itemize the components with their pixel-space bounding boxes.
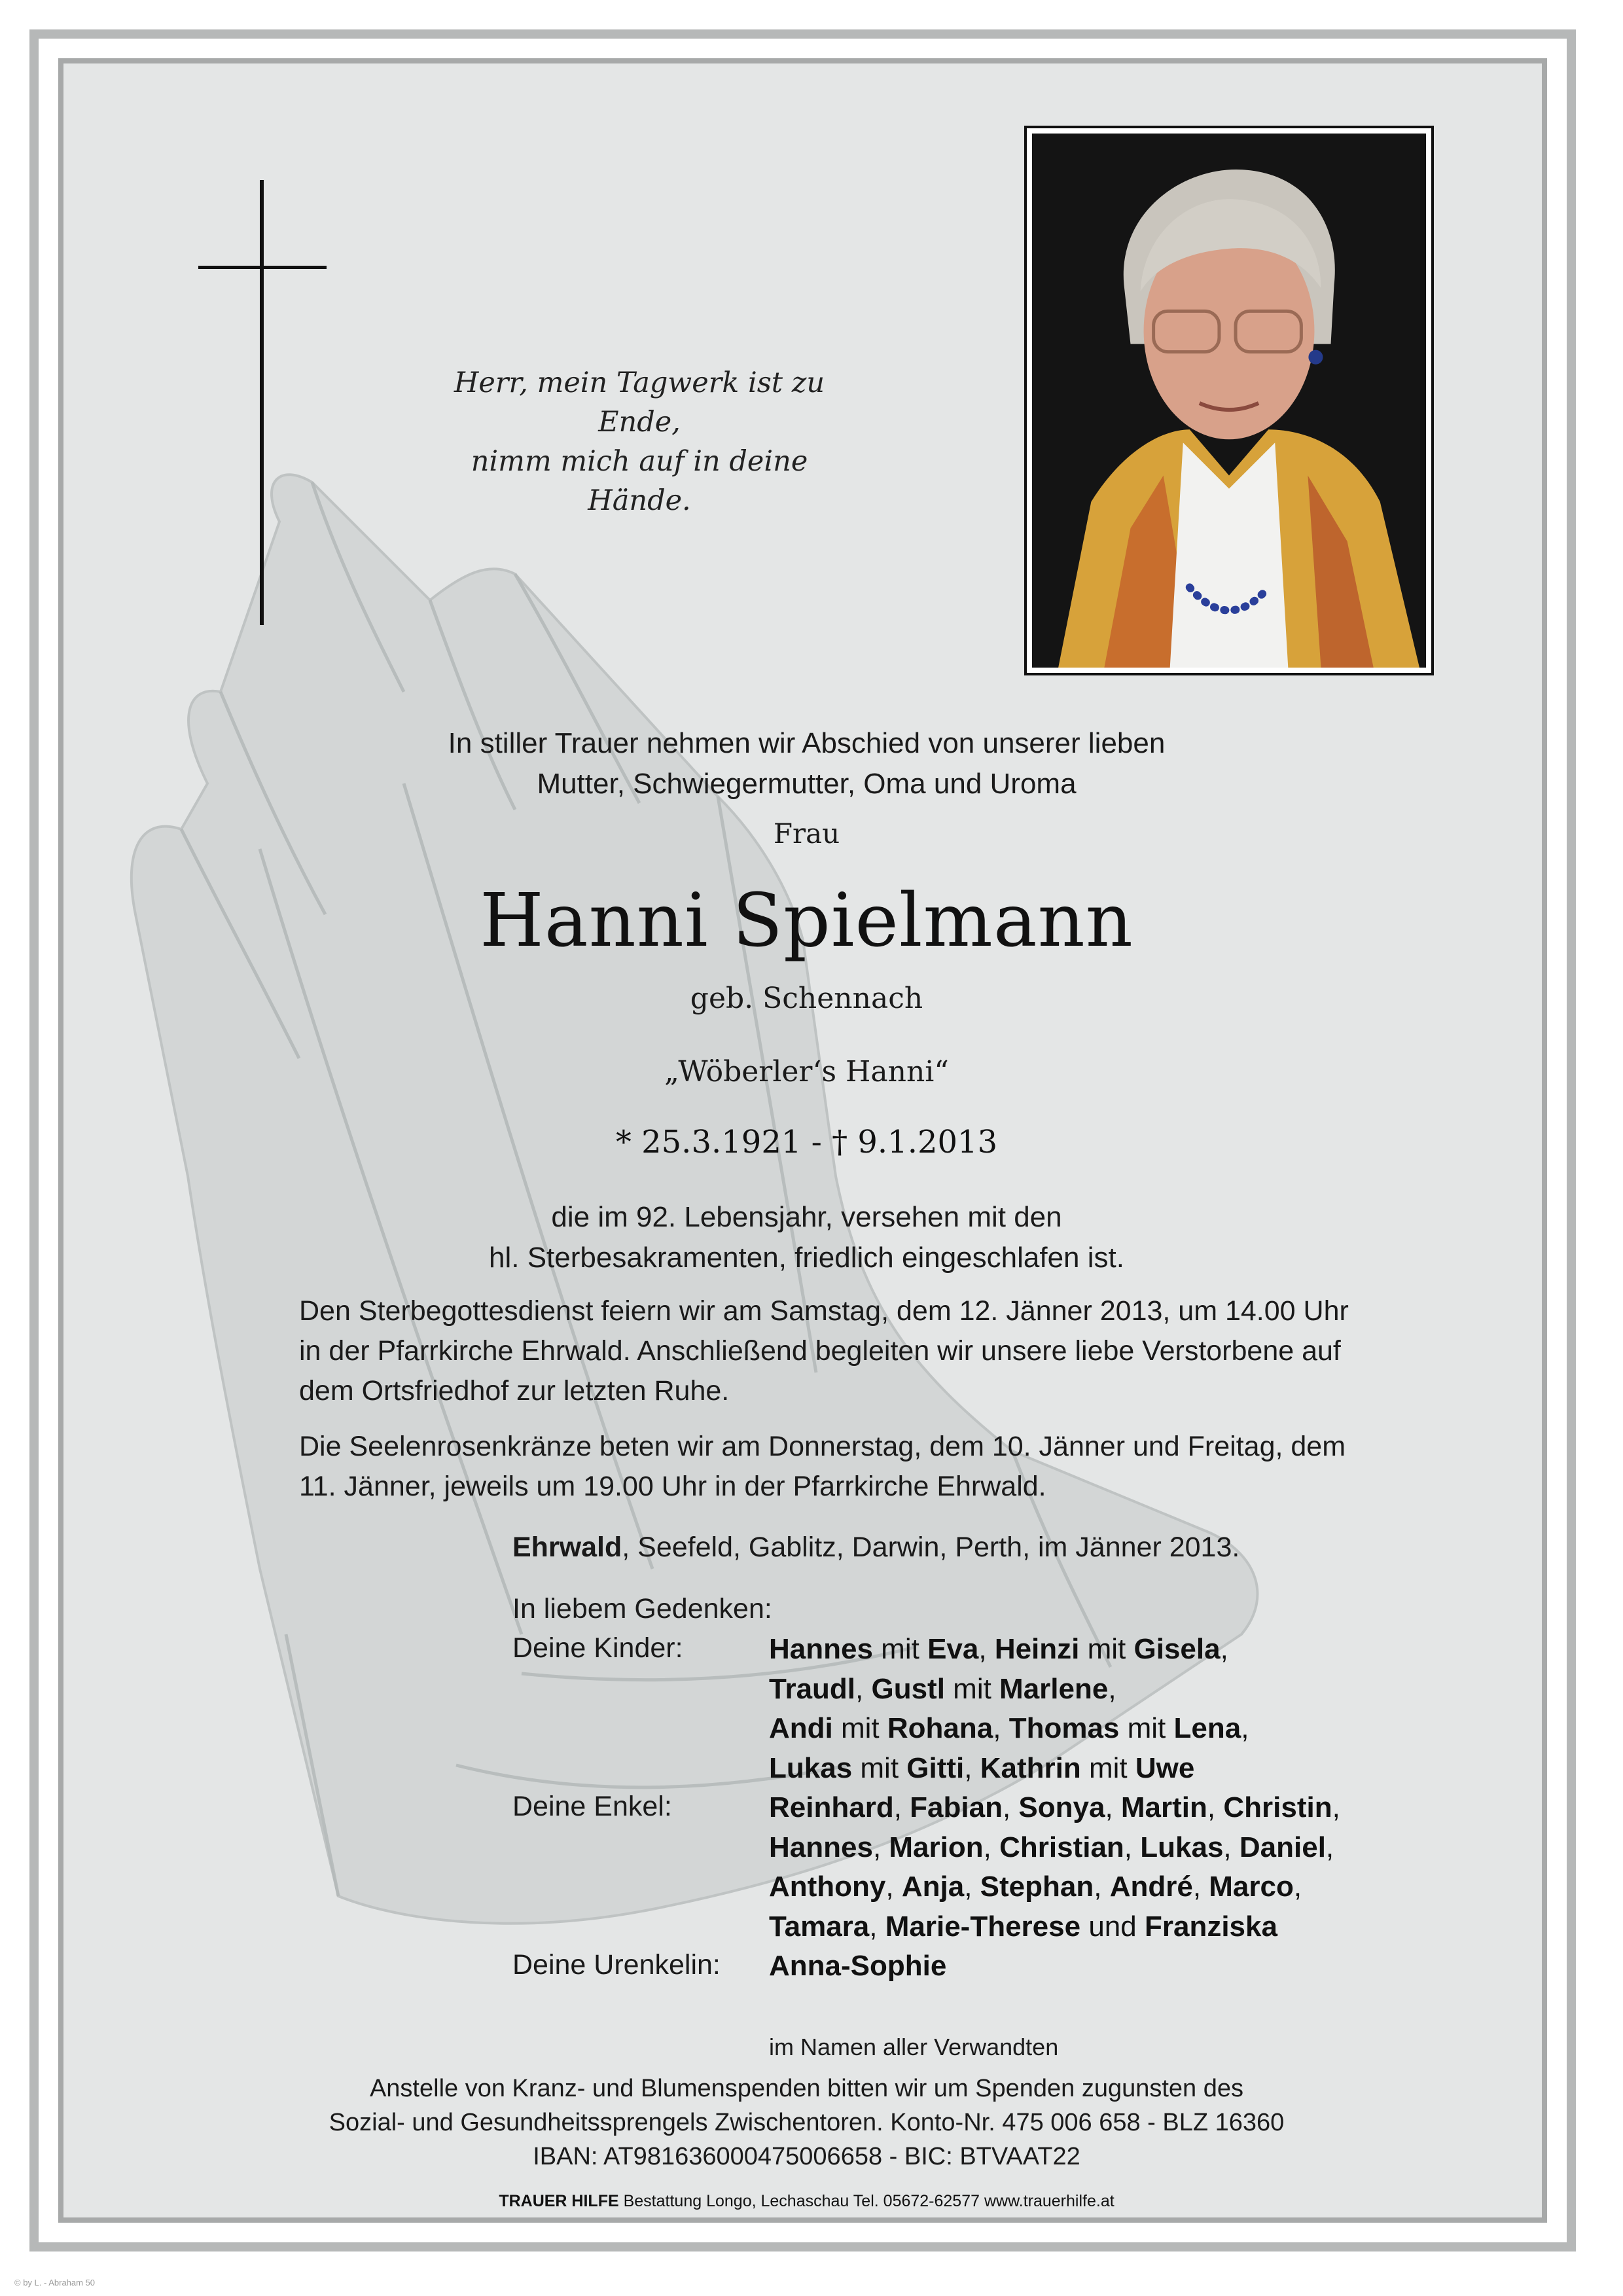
copyright-note: © by L. - Abraham 50	[14, 2278, 96, 2287]
person-name: Anna-Sophie	[769, 1950, 947, 1982]
place-bold: Ehrwald	[512, 1532, 622, 1563]
person-name: Lukas	[769, 1751, 853, 1784]
connector-text: ,	[1325, 1831, 1334, 1863]
age-line: die im 92. Lebensjahr, versehen mit den	[551, 1201, 1062, 1233]
place-and-date	[512, 1532, 1240, 1564]
connector-text: ,	[993, 1712, 1009, 1744]
connector-text: ,	[983, 1831, 1000, 1863]
place-rest: , Seefeld, Gablitz, Darwin, Perth, im Jänner 2013.	[622, 1532, 1240, 1563]
person-name: Anthony	[769, 1871, 886, 1903]
connector-text: mit	[832, 1712, 887, 1744]
connector-text: ,	[855, 1672, 872, 1705]
person-name: Lukas	[1140, 1831, 1224, 1863]
person-name: Anja	[901, 1871, 965, 1903]
person-name: Stephan	[980, 1871, 1094, 1903]
deceased-name: Hanni Spielmann	[480, 878, 1133, 963]
person-name: Kathrin	[980, 1751, 1081, 1784]
name-line	[769, 1749, 1463, 1789]
connector-text: ,	[893, 1791, 910, 1823]
person-name: Daniel	[1239, 1831, 1326, 1863]
person-name: Lena	[1173, 1712, 1241, 1744]
cross-icon-bar	[198, 266, 327, 269]
undertaker-line	[63, 2192, 1547, 2211]
in-memory-heading: In liebem Gedenken:	[512, 1593, 772, 1624]
funeral-line: Den Sterbegottesdienst feiern wir am Samstag, dem 12. Jänner 2013, um 14.00 Uhr	[299, 1295, 1349, 1327]
funeral-line: dem Ortsfriedhof zur letzten Ruhe.	[299, 1375, 730, 1407]
connector-text: ,	[1108, 1672, 1116, 1705]
grandchildren-list	[769, 1788, 1463, 1946]
name-line	[769, 1670, 1463, 1710]
name-line	[769, 1630, 1463, 1670]
connector-text: ,	[1220, 1633, 1228, 1665]
person-name: Uwe	[1135, 1751, 1195, 1784]
person-name: Andi	[769, 1712, 833, 1744]
person-name: Heinzi	[994, 1633, 1080, 1665]
person-name: Traudl	[769, 1672, 856, 1705]
person-name: Fabian	[910, 1791, 1003, 1823]
person-name: Marco	[1209, 1871, 1294, 1903]
person-name: Sonya	[1018, 1791, 1105, 1823]
relatives-note: im Namen aller Verwandten	[769, 2034, 1059, 2060]
age-line: hl. Sterbesakramenten, friedlich eingeschlafen ist.	[489, 1242, 1124, 1274]
connector-text: mit	[872, 1633, 928, 1665]
connector-text: mit	[1079, 1633, 1134, 1665]
connector-text: ,	[1332, 1791, 1340, 1823]
funeral-line: in der Pfarrkirche Ehrwald. Anschließend begleiten wir unsere liebe Verstorbene auf	[299, 1335, 1341, 1367]
person-name: Hannes	[769, 1831, 873, 1863]
connector-text: ,	[885, 1871, 902, 1903]
name-line	[769, 1709, 1463, 1749]
person-name: Reinhard	[769, 1791, 894, 1823]
children-label: Deine Kinder:	[512, 1632, 683, 1664]
rosary-paragraph	[299, 1427, 1497, 1507]
great-grandchildren-list	[769, 1946, 1463, 1986]
salutation: Frau	[773, 817, 840, 850]
person-name: Tamara	[769, 1910, 870, 1943]
connector-text: ,	[964, 1871, 980, 1903]
verse-line: nimm mich auf in deine Hände.	[471, 445, 808, 517]
connector-text: ,	[978, 1633, 995, 1665]
portrait-frame	[1024, 126, 1434, 675]
person-name: Marie-Therese	[885, 1910, 1081, 1943]
name-line	[769, 1907, 1463, 1947]
connector-text: ,	[1094, 1871, 1110, 1903]
rosary-line: 11. Jänner, jeweils um 19.00 Uhr in der Pfarrkirche Ehrwald.	[299, 1471, 1046, 1502]
connector-text: ,	[1293, 1871, 1302, 1903]
rosary-line: Die Seelenrosenkränze beten wir am Donnerstag, dem 10. Jänner und Freitag, dem	[299, 1431, 1346, 1462]
donation-line: Sozial- und Gesundheitssprengels Zwischentoren. Konto-Nr. 475 006 658 - BLZ 16360	[329, 2109, 1285, 2136]
person-name: Marlene	[999, 1672, 1109, 1705]
connector-text: ,	[1192, 1871, 1209, 1903]
connector-text: mit	[1080, 1751, 1135, 1784]
connector-text: ,	[1207, 1791, 1224, 1823]
connector-text: ,	[1223, 1831, 1240, 1863]
name-line	[769, 1867, 1463, 1907]
connector-text: ,	[1241, 1712, 1249, 1744]
undertaker-details: Bestattung Longo, Lechaschau Tel. 05672-62577 www.trauerhilfe.at	[618, 2192, 1115, 2210]
connector-text: mit	[852, 1751, 907, 1784]
donation-line: Anstelle von Kranz- und Blumenspenden bitten wir um Spenden zugunsten des	[369, 2075, 1244, 2102]
person-name: Gustl	[871, 1672, 945, 1705]
children-list	[769, 1630, 1463, 1788]
person-name: Gitti	[906, 1751, 965, 1784]
grandchildren-label: Deine Enkel:	[512, 1791, 672, 1822]
connector-text: ,	[964, 1751, 980, 1784]
connector-text: ,	[869, 1910, 885, 1943]
person-name: Hannes	[769, 1633, 873, 1665]
person-name: Gisela	[1133, 1633, 1221, 1665]
person-name: Rohana	[887, 1712, 993, 1744]
person-name: André	[1109, 1871, 1193, 1903]
person-name: Franziska	[1144, 1910, 1277, 1943]
person-name: Marion	[889, 1831, 984, 1863]
person-name: Martin	[1120, 1791, 1207, 1823]
verse-line: Herr, mein Tagwerk ist zu Ende,	[454, 367, 825, 439]
funeral-paragraph	[299, 1291, 1497, 1411]
connector-text: mit	[1119, 1712, 1174, 1744]
person-name: Christin	[1223, 1791, 1332, 1823]
intro-text	[63, 723, 1547, 804]
outer-frame	[29, 29, 1576, 2251]
birth-name: geb. Schennach	[690, 982, 923, 1015]
connector-text: ,	[872, 1831, 889, 1863]
connector-text: ,	[1124, 1831, 1141, 1863]
name-line	[769, 1828, 1463, 1868]
undertaker-name: TRAUER HILFE	[499, 2192, 619, 2210]
connector-text: und	[1080, 1910, 1145, 1943]
age-text	[63, 1197, 1547, 1278]
great-grandchildren-label: Deine Urenkelin:	[512, 1949, 721, 1981]
portrait-photo	[1032, 134, 1426, 668]
donation-line: IBAN: AT981636000475006658 - BIC: BTVAAT22	[533, 2143, 1080, 2170]
name-line	[769, 1788, 1463, 1828]
person-name: Christian	[999, 1831, 1124, 1863]
connector-text: ,	[1002, 1791, 1019, 1823]
nickname: „Wöberler‘s Hanni“	[664, 1055, 949, 1088]
person-name: Eva	[927, 1633, 979, 1665]
verse	[417, 363, 862, 520]
intro-line: In stiller Trauer nehmen wir Abschied von unserer lieben	[448, 727, 1166, 759]
connector-text: mit	[944, 1672, 1000, 1705]
intro-line: Mutter, Schwiegermutter, Oma und Uroma	[537, 768, 1077, 800]
life-dates: * 25.3.1921 - † 9.1.2013	[615, 1124, 998, 1160]
inner-frame	[58, 58, 1547, 2223]
person-name: Thomas	[1008, 1712, 1120, 1744]
name-line	[769, 1946, 1463, 1986]
cross-icon	[260, 180, 264, 625]
donation-text	[63, 2072, 1547, 2174]
connector-text: ,	[1105, 1791, 1121, 1823]
